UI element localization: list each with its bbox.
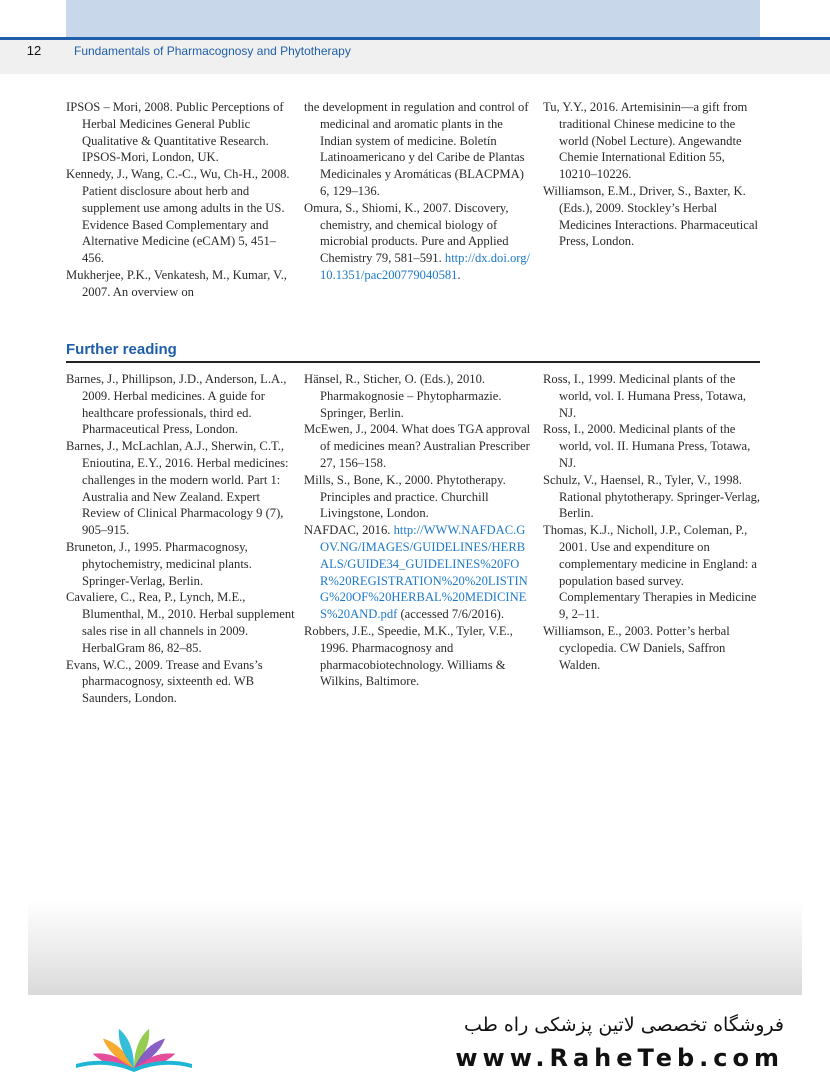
reference-text: Williamson, E., 2003. Potter’s herbal cyclopedia. CW Daniels, Saffron Walden.: [543, 623, 730, 672]
reference-entry: [66, 657, 296, 707]
reference-text: Barnes, J., McLachlan, A.J., Sherwin, C.T., Enioutina, E.Y., 2016. Herbal medicines: challenges in the modern world. Part 1: Australia and New Zealand. Expert Review of Clinical Pharmacology 9 (7), 905–915.: [66, 439, 289, 538]
reference-entry: [304, 99, 534, 200]
reference-entry: [543, 371, 765, 421]
page-number: 12: [26, 43, 42, 58]
reference-entry: [66, 267, 296, 301]
reference-entry: [66, 99, 296, 166]
reference-suffix: (accessed 7/6/2016).: [397, 607, 504, 622]
reference-entry: [543, 183, 765, 250]
reference-text: Ross, I., 1999. Medicinal plants of the world, vol. I. Humana Press, Totawa, NJ.: [543, 372, 747, 420]
reference-text: Kennedy, J., Wang, C.-C., Wu, Ch-H., 2008. Patient disclosure about herb and supplement use among adults in the US. Evidence Based Complementary and Alternative Medicine (eCAM) 5, 451–456.: [66, 167, 290, 266]
reference-text: Schulz, V., Haensel, R., Tyler, V., 1998. Rational phytotherapy. Springer-Verlag, Berlin.: [543, 472, 761, 521]
references-column-2: [304, 99, 534, 284]
reference-text: Mukherjee, P.K., Venkatesh, M., Kumar, V., 2007. An overview on: [66, 267, 287, 299]
further-reading-heading: Further reading: [66, 341, 177, 358]
reference-entry: [304, 623, 534, 690]
reference-text: Tu, Y.Y., 2016. Artemisinin—a gift from traditional Chinese medicine to the world (Nobel Lecture). Angewandte Chemie International Edition 55, 10210–10226.: [543, 100, 748, 182]
reference-text: Mills, S., Bone, K., 2000. Phytotherapy. Principles and practice. Churchill Livingstone, London.: [304, 472, 506, 521]
reference-text: Ross, I., 2000. Medicinal plants of the world, vol. II. Humana Press, Totawa, NJ.: [543, 422, 751, 470]
reference-entry: [66, 371, 296, 438]
reference-entry: [304, 371, 534, 421]
reference-text: Williamson, E.M., Driver, S., Baxter, K. (Eds.), 2009. Stockley’s Herbal Medicines Interactions. Pharmaceutical Press, London.: [543, 183, 758, 249]
reference-text: IPSOS – Mori, 2008. Public Perceptions of Herbal Medicines General Public Qualitative & Quantitative Research. IPSOS-Mori, London, UK.: [66, 100, 284, 165]
store-url[interactable]: www.RaheTeb.com: [455, 1044, 784, 1072]
logo-book-base: [76, 1061, 192, 1072]
reference-entry: [304, 421, 534, 471]
reference-entry: [66, 589, 296, 656]
running-title: Fundamentals of Pharmacognosy and Phytotherapy: [74, 44, 351, 58]
reference-entry: [66, 539, 296, 589]
reference-entry: [304, 200, 534, 284]
reference-entry: [543, 99, 765, 183]
section-divider: [66, 361, 760, 363]
reference-text: Omura, S., Shiomi, K., 2007. Discovery, chemistry, and chemical biology of microbial products. Pure and Applied Chemistry 79, 581–591.: [304, 200, 509, 266]
further-reading-column-2: [304, 371, 534, 690]
reference-entry: [304, 522, 534, 623]
reference-text: Cavaliere, C., Rea, P., Lynch, M.E., Blumenthal, M., 2010. Herbal supplement sales rise in all channels in 2009. HerbalGram 86, 82–85.: [66, 590, 295, 655]
reference-suffix: .: [457, 267, 461, 282]
reference-entry: [543, 421, 765, 471]
further-reading-column-3: [543, 371, 765, 673]
reference-text: Barnes, J., Phillipson, J.D., Anderson, L.A., 2009. Herbal medicines. A guide for healthcare professionals, third ed. Pharmaceutical Press, London.: [66, 372, 287, 437]
reference-text: the development in regulation and control of medicinal and aromatic plants in the Indian system of medicine. Boletín Latinoamericano y del Caribe de Plantas Medicinales y Aromáticas (BLACPMA) 6, 129–136.: [304, 100, 529, 198]
references-column-3: [543, 99, 765, 250]
reference-entry: [66, 166, 296, 267]
reference-entry: [543, 472, 765, 522]
reference-text: NAFDAC, 2016.: [304, 523, 394, 538]
reference-entry: [66, 438, 296, 539]
reference-entry: [304, 472, 534, 522]
bottom-shadow: [28, 900, 802, 995]
reference-text: Hänsel, R., Sticher, O. (Eds.), 2010. Pharmakognosie – Phytopharmazie. Springer, Berlin.: [304, 372, 502, 420]
reference-entry: [543, 522, 765, 623]
store-name: فروشگاه تخصصی لاتین پزشکی راه طب: [464, 1014, 784, 1036]
reference-entry: [543, 623, 765, 673]
open-book-logo-icon: [68, 1010, 200, 1072]
further-reading-column-1: [66, 371, 296, 707]
reference-text: Robbers, J.E., Speedie, M.K., Tyler, V.E., 1996. Pharmacognosy and pharmacobiotechnology. Williams & Wilkins, Baltimore.: [304, 623, 513, 689]
reference-text: Thomas, K.J., Nicholl, J.P., Coleman, P., 2001. Use and expenditure on complementary medicine in England: a population based survey. Complementary Therapies in Medicine 9, 2–11.: [543, 523, 757, 622]
header-band: [66, 0, 760, 40]
references-column-1: [66, 99, 296, 301]
reference-link[interactable]: http://WWW.NAFDAC.GOV.NG/IMAGES/GUIDELINES/HERBALS/GUIDE34_GUIDELINES%20FOR%20REGISTRATION%20%20LISTING%20OF%20HERBAL%20MEDICINES%20AND.pdf: [320, 523, 528, 622]
header-rule: [0, 37, 830, 40]
reference-link[interactable]: http://dx.doi.org/10.1351/pac200779040581: [320, 251, 531, 282]
reference-text: Bruneton, J., 1995. Pharmacognosy, phytochemistry, medicinal plants. Springer-Verlag, Berlin.: [66, 539, 252, 588]
reference-text: McEwen, J., 2004. What does TGA approval of medicines mean? Australian Prescriber 27, 156–158.: [304, 422, 531, 470]
reference-text: Evans, W.C., 2009. Trease and Evans’s pharmacognosy, sixteenth ed. WB Saunders, London.: [66, 657, 263, 706]
